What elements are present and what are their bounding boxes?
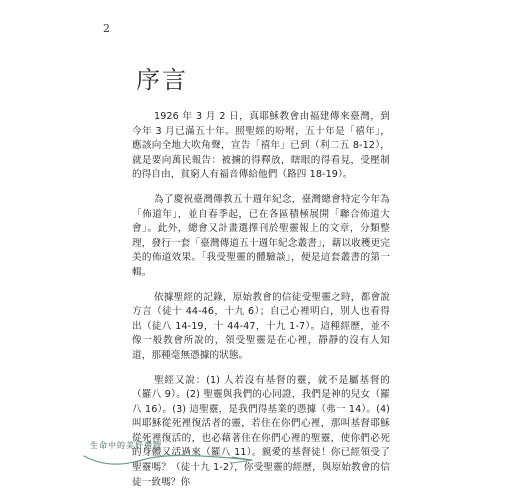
page-title: 序言 xyxy=(136,66,188,94)
paragraph: 依據聖經的記錄，原始教會的信徒受聖靈之時，都會說方言（徒十 44-46，十九 6）；自己心裡明白，別人也看得出（徒八 14-19，十 44-47，十九 1-7）。這種經歷，並不像一般教會所說的，領受聖靈是在心裡，靜靜的沒有人知道，那種毫無憑據的狀態。 xyxy=(132,291,390,361)
page-number: 2 xyxy=(103,22,110,35)
footer xyxy=(60,440,300,470)
footer-decoration xyxy=(82,448,257,474)
footer-title: 生命中的美好禮物 xyxy=(90,441,162,450)
paragraph: 1926 年 3 月 2 日，真耶穌教會由福建傳來臺灣，到今年 3 月已滿五十年。照聖經的吩咐，五十年是「禧年」，應該向全地大吹角聲，宣告「禧年」已到（利二五 8-12），就是要向萬民報告：被擄的得釋放，瞎眼的得看見，受壓制的得自由，貧窮人有福音傳給他們（路四 18-19）。 xyxy=(132,111,390,181)
paragraph: 聖經又說：(1) 人若沒有基督的靈，就不是屬基督的（羅八 9）。(2) 聖靈與我們的心同證，我們是神的兒女（羅八 16）。(3) 這聖靈，是我們得基業的憑據（弗一 14）。(4) 叫耶穌從死裡復活者的靈，若住在你們心裡，那叫基督耶穌從死裡復活的，也必藉著住在你們心裡的聖靈，使你們必死的身體又活過來（羅八 11）。親愛的基督徒！你已經領受了聖靈嗎？（徒十九 1-2），你受聖靈的經歷，與原始教會的信徒一致嗎？你 xyxy=(132,374,390,488)
paragraph: 為了慶祝臺灣傳教五十週年紀念，臺灣總會特定今年為「佈道年」，並自春季起，已在各區積極展開「聯合佈道大會」。此外，總會又計畫選擇刊於聖靈報上的文章，分類整理，發行一套「臺灣傳道五十週年紀念叢書」，藉以收穫更完美的佈道效果。「我受聖靈的體驗談」，便是這套叢書的第一輯。 xyxy=(132,193,390,278)
